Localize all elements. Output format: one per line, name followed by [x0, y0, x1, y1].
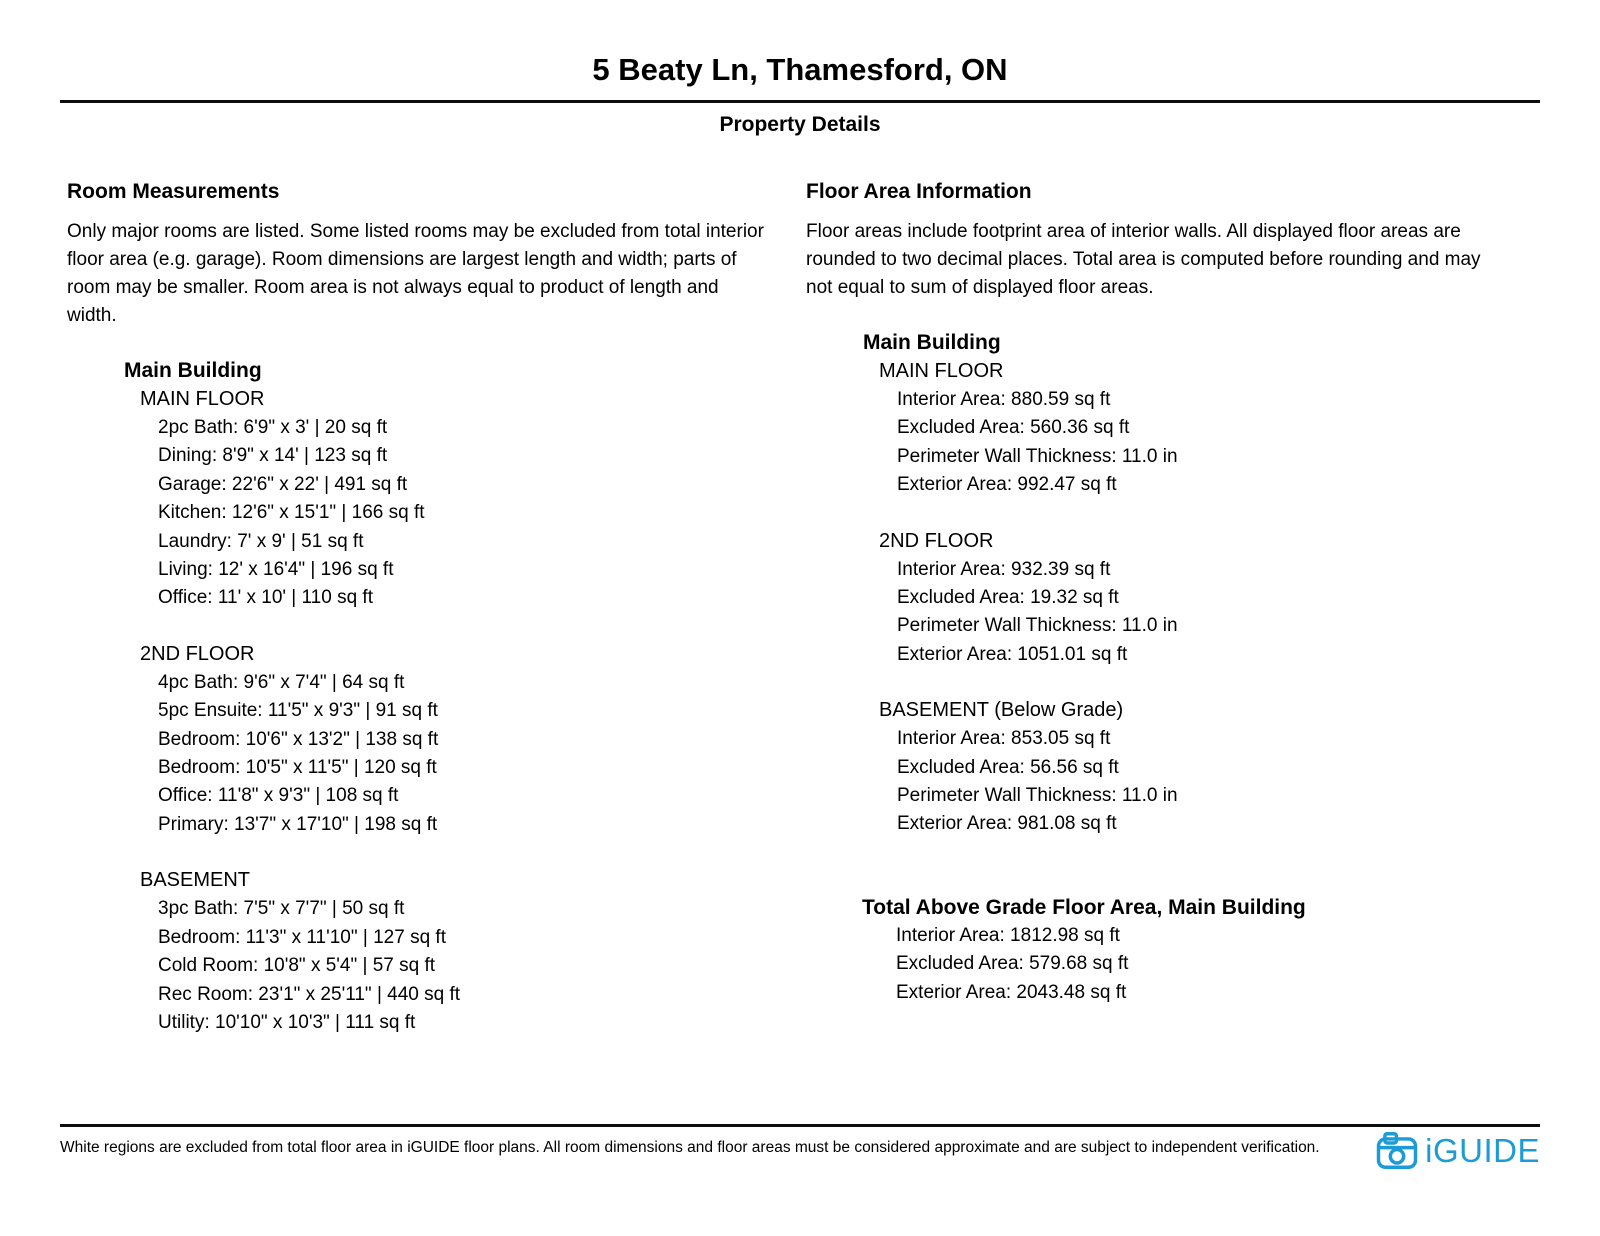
floor-name: MAIN FLOOR: [879, 360, 1004, 382]
floor-name: 2ND FLOOR: [879, 529, 994, 552]
floor-block: [879, 527, 1524, 670]
room-measurement: Bedroom: 10'5" x 11'5" | 120 sq ft: [158, 757, 437, 779]
room-measurement: Cold Room: 10'8" x 5'4" | 57 sq ft: [158, 955, 436, 977]
room-measurements-heading: Room Measurements: [67, 180, 280, 203]
room-measurement: Bedroom: 10'6" x 13'2" | 138 sq ft: [158, 728, 439, 750]
page-header: [0, 0, 1600, 137]
room-measurement: Dining: 8'9" x 14' | 123 sq ft: [158, 445, 388, 467]
floor-block: [140, 640, 766, 839]
room-measurement: 5pc Ensuite: 11'5" x 9'3" | 91 sq ft: [158, 700, 438, 722]
total-area-stat: Exterior Area: 2043.48 sq ft: [896, 981, 1127, 1003]
floor-name: MAIN FLOOR: [140, 388, 265, 410]
room-measurement: Utility: 10'10" x 10'3" | 111 sq ft: [158, 1011, 416, 1033]
iguide-logo: [1376, 1132, 1540, 1169]
room-measurement: Office: 11'8" x 9'3" | 108 sq ft: [158, 785, 399, 807]
room-measurement: Primary: 13'7" x 17'10" | 198 sq ft: [158, 813, 438, 835]
area-stat: Interior Area: 853.05 sq ft: [897, 728, 1111, 750]
total-above-grade-lines: [862, 922, 1524, 1007]
room-measurements-description: Only major rooms are listed. Some listed rooms may be excluded from total interior floor area (e.g. garage). Room dimensions are largest length and width; parts of room may be smaller. Room area is not always equal to product of length and width.: [67, 221, 764, 326]
room-measurements-section: [60, 179, 800, 1037]
footer-divider: [60, 1124, 1540, 1127]
area-stat: Interior Area: 880.59 sq ft: [897, 389, 1111, 410]
area-stat: Perimeter Wall Thickness: 11.0 in: [897, 615, 1178, 637]
total-above-grade-heading: Total Above Grade Floor Area, Main Building: [862, 895, 1306, 919]
building-name: Main Building: [863, 331, 1001, 354]
total-above-grade-block: [862, 894, 1524, 1007]
page-title: 5 Beaty Ln, Thamesford, ON: [592, 52, 1008, 87]
disclaimer-text: White regions are excluded from total floor area in iGUIDE floor plans. All room dimensions and floor areas must be considered approximate and are subject to independent verification.: [60, 1139, 1320, 1156]
floor-area-description: Floor areas include footprint area of interior walls. All displayed floor areas are rounded to two decimal places. Total area is computed before rounding and may not equal to sum of displayed floor areas.: [806, 221, 1481, 298]
floor-block: [879, 357, 1524, 500]
content-columns: [60, 179, 1540, 1037]
floor-name: BASEMENT: [140, 869, 251, 892]
area-stat: Perimeter Wall Thickness: 11.0 in: [897, 445, 1178, 467]
header-divider: [60, 100, 1540, 103]
floor-area-heading: Floor Area Information: [806, 180, 1032, 203]
page-footer: [60, 1124, 1540, 1169]
area-stat: Exterior Area: 992.47 sq ft: [897, 474, 1117, 496]
page-subtitle: Property Details: [719, 113, 881, 136]
floor-name: 2ND FLOOR: [140, 642, 255, 665]
total-area-stat: Interior Area: 1812.98 sq ft: [896, 924, 1120, 946]
iguide-logo-text: iGUIDE: [1425, 1131, 1540, 1169]
room-measurement: Garage: 22'6" x 22' | 491 sq ft: [158, 473, 408, 495]
room-measurements-floor-list: [140, 385, 766, 1037]
floor-block: [140, 385, 766, 613]
room-measurement: Living: 12' x 16'4" | 196 sq ft: [158, 559, 394, 581]
room-measurement: 3pc Bath: 7'5" x 7'7" | 50 sq ft: [158, 898, 405, 920]
footer-row: [60, 1132, 1540, 1169]
room-measurement: Office: 11' x 10' | 110 sq ft: [158, 587, 373, 609]
area-stat: Excluded Area: 19.32 sq ft: [897, 587, 1119, 609]
area-stat: Exterior Area: 1051.01 sq ft: [897, 643, 1128, 665]
floor-area-section: [800, 179, 1540, 1007]
room-measurement: Laundry: 7' x 9' | 51 sq ft: [158, 530, 364, 552]
area-stat: Excluded Area: 56.56 sq ft: [897, 756, 1119, 778]
floor-block: [879, 696, 1524, 839]
area-stat: Perimeter Wall Thickness: 11.0 in: [897, 785, 1178, 807]
area-stat: Interior Area: 932.39 sq ft: [897, 558, 1111, 580]
area-stat: Exterior Area: 981.08 sq ft: [897, 813, 1117, 835]
floor-area-floor-list: [879, 357, 1524, 839]
room-measurement: Kitchen: 12'6" x 15'1" | 166 sq ft: [158, 502, 425, 524]
building-name: Main Building: [124, 359, 262, 382]
room-measurement: Bedroom: 11'3" x 11'10" | 127 sq ft: [158, 926, 446, 948]
floor-block: [140, 866, 766, 1037]
total-area-stat: Excluded Area: 579.68 sq ft: [896, 953, 1129, 975]
iguide-camera-icon: [1376, 1132, 1418, 1169]
area-stat: Excluded Area: 560.36 sq ft: [897, 417, 1130, 439]
room-measurement: 4pc Bath: 9'6" x 7'4" | 64 sq ft: [158, 671, 405, 693]
room-measurement: Rec Room: 23'1" x 25'11" | 440 sq ft: [158, 983, 461, 1005]
room-measurement: 2pc Bath: 6'9" x 3' | 20 sq ft: [158, 417, 388, 438]
floor-name: BASEMENT (Below Grade): [879, 699, 1124, 722]
